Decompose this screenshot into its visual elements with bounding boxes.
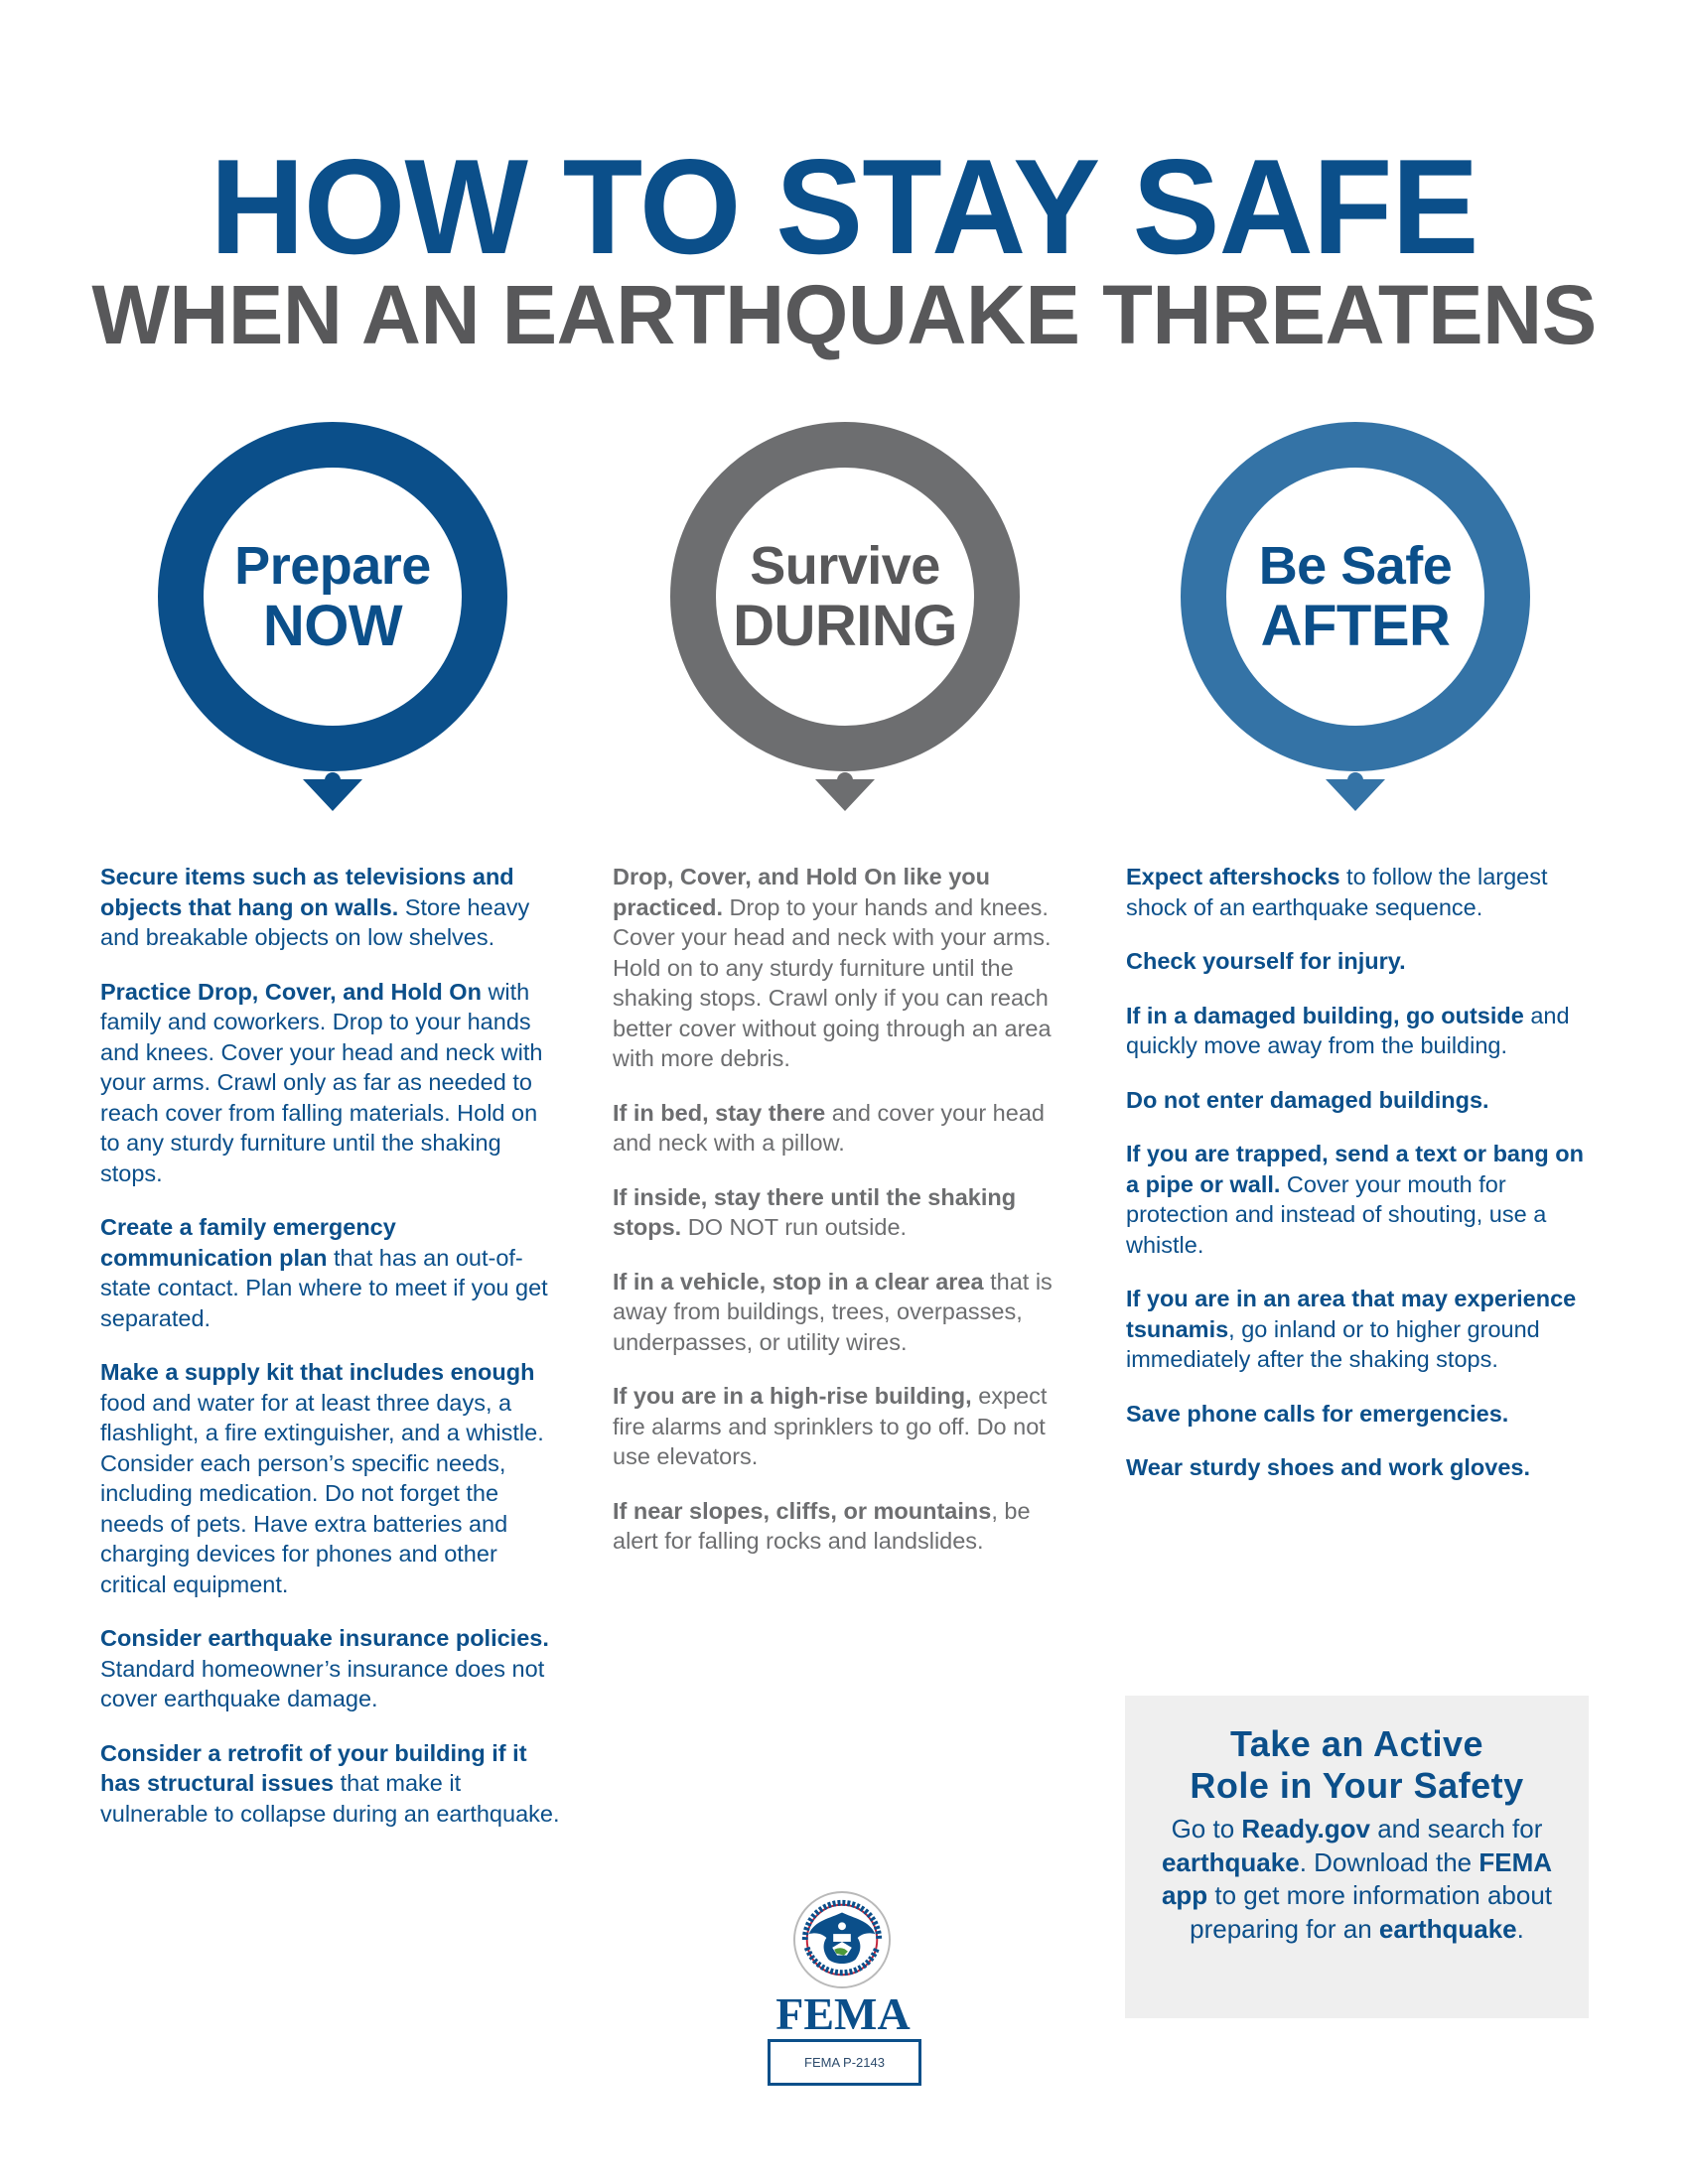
tip-heading: Secure items such as televisions and objects that hang on walls. <box>100 864 514 920</box>
tip-paragraph <box>1126 1001 1593 1061</box>
tip-paragraph <box>613 1496 1079 1557</box>
tip-paragraph <box>613 1098 1079 1159</box>
tip-heading: Check yourself for injury. <box>1126 948 1406 974</box>
tip-text: Cover your mouth for protection and instead of shouting, use a whistle. <box>1126 1170 1547 1258</box>
callout-text: . Download the <box>1299 1846 1479 1877</box>
tip-heading: If in a vehicle, stop in a clear area <box>613 1268 984 1295</box>
tip-text: to follow the largest shock of an earthquake sequence. <box>1126 864 1548 920</box>
after-column <box>1126 862 1593 1507</box>
tip-text: that is away from buildings, trees, overpasses, underpasses, or utility wires. <box>613 1268 1053 1355</box>
prepare-column <box>100 862 562 1852</box>
arrow-down-icon <box>815 779 875 811</box>
callout-text: to get more information about preparing for an <box>1190 1880 1553 1944</box>
tip-text: that has an out-of-state contact. Plan where to meet if you get separated. <box>100 1244 548 1331</box>
tip-heading: Make a supply kit that includes enough <box>100 1359 535 1385</box>
tip-paragraph <box>1126 862 1593 922</box>
phase-label-line1: Prepare <box>234 536 431 596</box>
tip-heading: Practice Drop, Cover, and Hold On <box>100 978 482 1005</box>
tip-paragraph <box>613 1267 1079 1358</box>
tip-text: food and water for at least three days, a flashlight, a fire extinguisher, and a whistle. Consider each person’s specific needs, including medication. Do not forget the needs of pets. Have extra batteries and charging devices for phones and other critical equipment. <box>100 1389 544 1597</box>
tip-text: and quickly move away from the building. <box>1126 1002 1570 1058</box>
phase-label <box>1181 422 1530 771</box>
tip-text: , go inland or to higher ground immediately after the shaking stops. <box>1126 1315 1540 1372</box>
tip-text: expect fire alarms and sprinklers to go off. Do not use elevators. <box>613 1383 1048 1469</box>
tip-heading: Create a family emergency communication plan <box>100 1214 396 1271</box>
tip-paragraph <box>100 977 562 1189</box>
phase-label-line2: NOW <box>262 594 403 658</box>
callout-title-line1: Take an Active <box>1229 1723 1484 1764</box>
search-term: earthquake <box>1378 1913 1517 1944</box>
tip-heading: If you are in an area that may experience tsunamis <box>1126 1286 1577 1342</box>
arrow-down-icon <box>1326 779 1385 811</box>
phase-label-line2: DURING <box>733 594 957 658</box>
tip-heading: Consider earthquake insurance policies. <box>100 1625 549 1651</box>
tip-heading: If you are in a high-rise building, <box>613 1383 972 1409</box>
callout-body <box>1125 1813 1589 1946</box>
tip-heading: If you are trapped, send a text or bang on a pipe or wall. <box>1126 1141 1584 1197</box>
tip-paragraph <box>100 1212 562 1333</box>
tip-paragraph <box>613 862 1079 1074</box>
phase-survive-during <box>670 422 1020 819</box>
callout-title-line2: Role in Your Safety <box>1190 1765 1524 1806</box>
tip-heading: Do not enter damaged buildings. <box>1126 1086 1489 1113</box>
tip-heading: If inside, stay there until the shaking stops. <box>613 1183 1017 1240</box>
tip-text: Store heavy and breakable objects on low shelves. <box>100 893 530 950</box>
tip-paragraph <box>100 1357 562 1599</box>
tip-paragraph <box>613 1381 1079 1472</box>
phase-label-line1: Survive <box>750 536 940 596</box>
page-title: HOW TO STAY SAFE <box>210 131 1478 282</box>
tip-paragraph <box>1126 1284 1593 1375</box>
tip-paragraph <box>1126 1399 1593 1430</box>
tip-heading: If near slopes, cliffs, or mountains <box>613 1497 992 1524</box>
callout-text: and search for <box>1369 1814 1543 1843</box>
tip-text: Drop to your hands and knees. Cover your head and neck with your arms. Hold on to any sturdy furniture until the shaking stops. Crawl only if you can reach better cover without going through an area with more debris. <box>613 893 1052 1071</box>
tip-paragraph <box>100 1623 562 1714</box>
tip-heading: Consider a retrofit of your building if it has structural issues <box>100 1739 527 1796</box>
tip-heading: Expect aftershocks <box>1126 864 1340 889</box>
callout-text: . <box>1516 1913 1524 1944</box>
tip-text: , be alert for falling rocks and landslides. <box>613 1497 1031 1554</box>
tip-text: that make it vulnerable to collapse during an earthquake. <box>100 1770 560 1827</box>
tip-heading: Wear sturdy shoes and work gloves. <box>1126 1454 1531 1480</box>
fema-app-text: FEMA app <box>1161 1846 1553 1910</box>
tip-paragraph <box>1126 1139 1593 1260</box>
tip-heading: Drop, Cover, and Hold On like you practiced. <box>613 864 990 920</box>
callout-text: Go to <box>1171 1814 1242 1843</box>
tip-text: Standard homeowner’s insurance does not cover earthquake damage. <box>100 1655 545 1711</box>
phase-be-safe-after <box>1181 422 1530 819</box>
tip-text: with family and coworkers. Drop to your hands and knees. Cover your head and neck with your arms. Crawl only as far as needed to reach cover from falling materials. Hold on to any sturdy furniture until the shaking stops. <box>100 978 543 1186</box>
publication-number: FEMA P-2143 <box>768 2039 921 2086</box>
tip-paragraph <box>100 1738 562 1830</box>
phase-label <box>158 422 507 771</box>
survive-column <box>613 862 1079 1580</box>
tip-paragraph <box>1126 1452 1593 1483</box>
tip-paragraph <box>613 1182 1079 1243</box>
fema-logo: FEMA <box>775 1988 911 2039</box>
active-role-callout <box>1125 1696 1589 2018</box>
tip-heading: If in bed, stay there <box>613 1099 826 1126</box>
phase-prepare-now <box>158 422 507 819</box>
tip-heading: If in a damaged building, go outside <box>1126 1002 1524 1028</box>
tip-paragraph <box>1126 946 1593 977</box>
ready-gov-link: Ready.gov <box>1241 1814 1370 1843</box>
phase-label <box>670 422 1020 771</box>
phase-label-line1: Be Safe <box>1258 536 1453 596</box>
dhs-seal-icon <box>793 1891 891 1988</box>
arrow-down-icon <box>303 779 362 811</box>
tip-paragraph <box>1126 1085 1593 1116</box>
tip-heading: Save phone calls for emergencies. <box>1126 1400 1509 1427</box>
tip-text: DO NOT run outside. <box>681 1214 908 1240</box>
callout-title <box>1125 1723 1589 1807</box>
tip-text: and cover your head and neck with a pillow. <box>613 1099 1045 1156</box>
page-subtitle: WHEN AN EARTHQUAKE THREATENS <box>91 268 1597 361</box>
tip-paragraph <box>100 862 562 953</box>
search-term: earthquake <box>1161 1846 1300 1877</box>
phase-label-line2: AFTER <box>1260 594 1451 658</box>
